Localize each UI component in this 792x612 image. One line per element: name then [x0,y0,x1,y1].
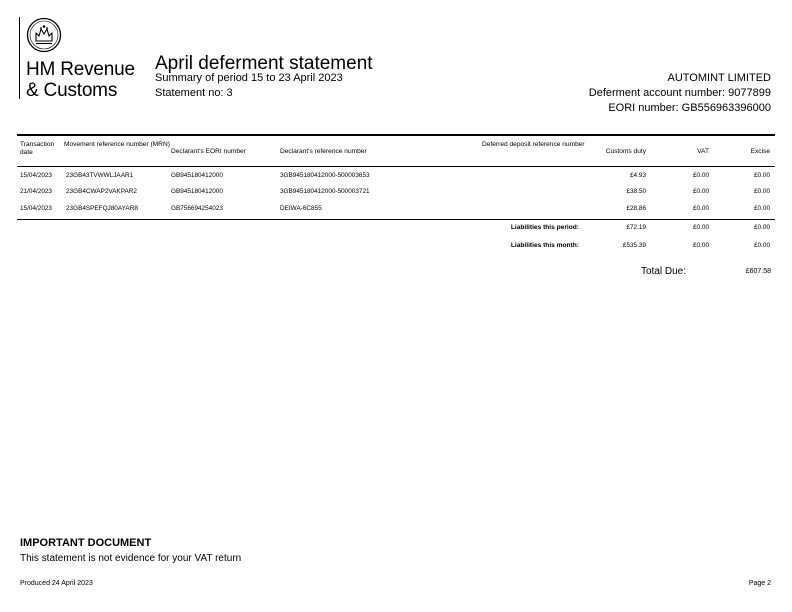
month-liabilities-label: Liabilities this month: [510,242,579,249]
month-liabilities-vat: £0.00 [693,242,709,249]
period-liabilities-vat: £0.00 [693,224,709,231]
total-due-value: £607.58 [745,268,771,275]
col-header-deposit-ref: Deferred deposit reference number [482,141,585,148]
row-date: 15/04/2023 [20,205,52,212]
row-date: 15/04/2023 [20,172,52,179]
col-header-mrn: Movement reference number (MRN) [64,141,170,148]
row-vat: £0.00 [693,205,709,212]
total-due-label: Total Due: [641,266,687,277]
row-vat: £0.00 [693,172,709,179]
row-excise: £0.00 [754,172,770,179]
royal-crest-icon [26,17,62,53]
company-name: AUTOMINT LIMITED [667,72,771,84]
row-eori: GB945180412000 [171,188,223,195]
row-declarant-ref: 3GB945180412000-500003653 [280,172,370,179]
page-title: April deferment statement [155,53,373,74]
month-liabilities-excise: £0.00 [754,242,770,249]
row-eori: GB945180412000 [171,172,223,179]
period-liabilities-excise: £0.00 [754,224,770,231]
logo-text-line-1: HM Revenue [26,59,135,80]
eori-number: EORI number: GB556963396000 [608,102,771,114]
period-liabilities-duty: £72.19 [626,224,646,231]
col-header-vat: VAT [697,148,709,155]
important-document-note: This statement is not evidence for your VAT return [20,553,242,564]
row-date: 21/04/2023 [20,188,52,195]
row-customs-duty: £38.50 [626,188,646,195]
row-declarant-ref: DEIWA-6C855 [280,205,322,212]
page-number: Page 2 [748,580,771,587]
deferment-account-number: Deferment account number: 9077899 [588,87,771,99]
statement-number: Statement no: 3 [155,87,233,99]
table-header-rule [17,166,775,167]
col-header-declarant-ref: Declarant's reference number [280,148,367,155]
period-liabilities-label: Liabilities this period: [510,224,579,231]
table-bottom-rule [17,219,775,220]
row-excise: £0.00 [754,188,770,195]
table-top-rule [17,134,775,136]
month-liabilities-duty: £535.39 [622,242,646,249]
logo-text-line-2: & Customs [26,80,118,101]
important-document-title: IMPORTANT DOCUMENT [20,537,152,549]
row-customs-duty: £4.93 [630,172,646,179]
row-declarant-ref: 3GB945180412000-500003721 [280,188,370,195]
col-header-declarant-eori: Declarant's EORI number [171,148,246,155]
row-mrn: 23GB4SPEFQJ80AYAR8 [66,205,138,212]
col-header-transaction-date: Transaction date [20,141,55,156]
row-mrn: 23GB43TVWWLJAAR1 [66,172,134,179]
col-header-customs-duty: Customs duty [605,148,646,155]
row-eori: GB756694254023 [171,205,223,212]
row-customs-duty: £28.86 [626,205,646,212]
row-excise: £0.00 [754,205,770,212]
period-summary: Summary of period 15 to 23 April 2023 [155,72,343,84]
col-header-excise: Excise [750,148,770,155]
row-mrn: 23GB4CWAP2VAKPAR2 [66,188,137,195]
row-vat: £0.00 [693,188,709,195]
logo-divider [19,17,20,99]
produced-date: Produced 24 April 2023 [20,580,93,587]
